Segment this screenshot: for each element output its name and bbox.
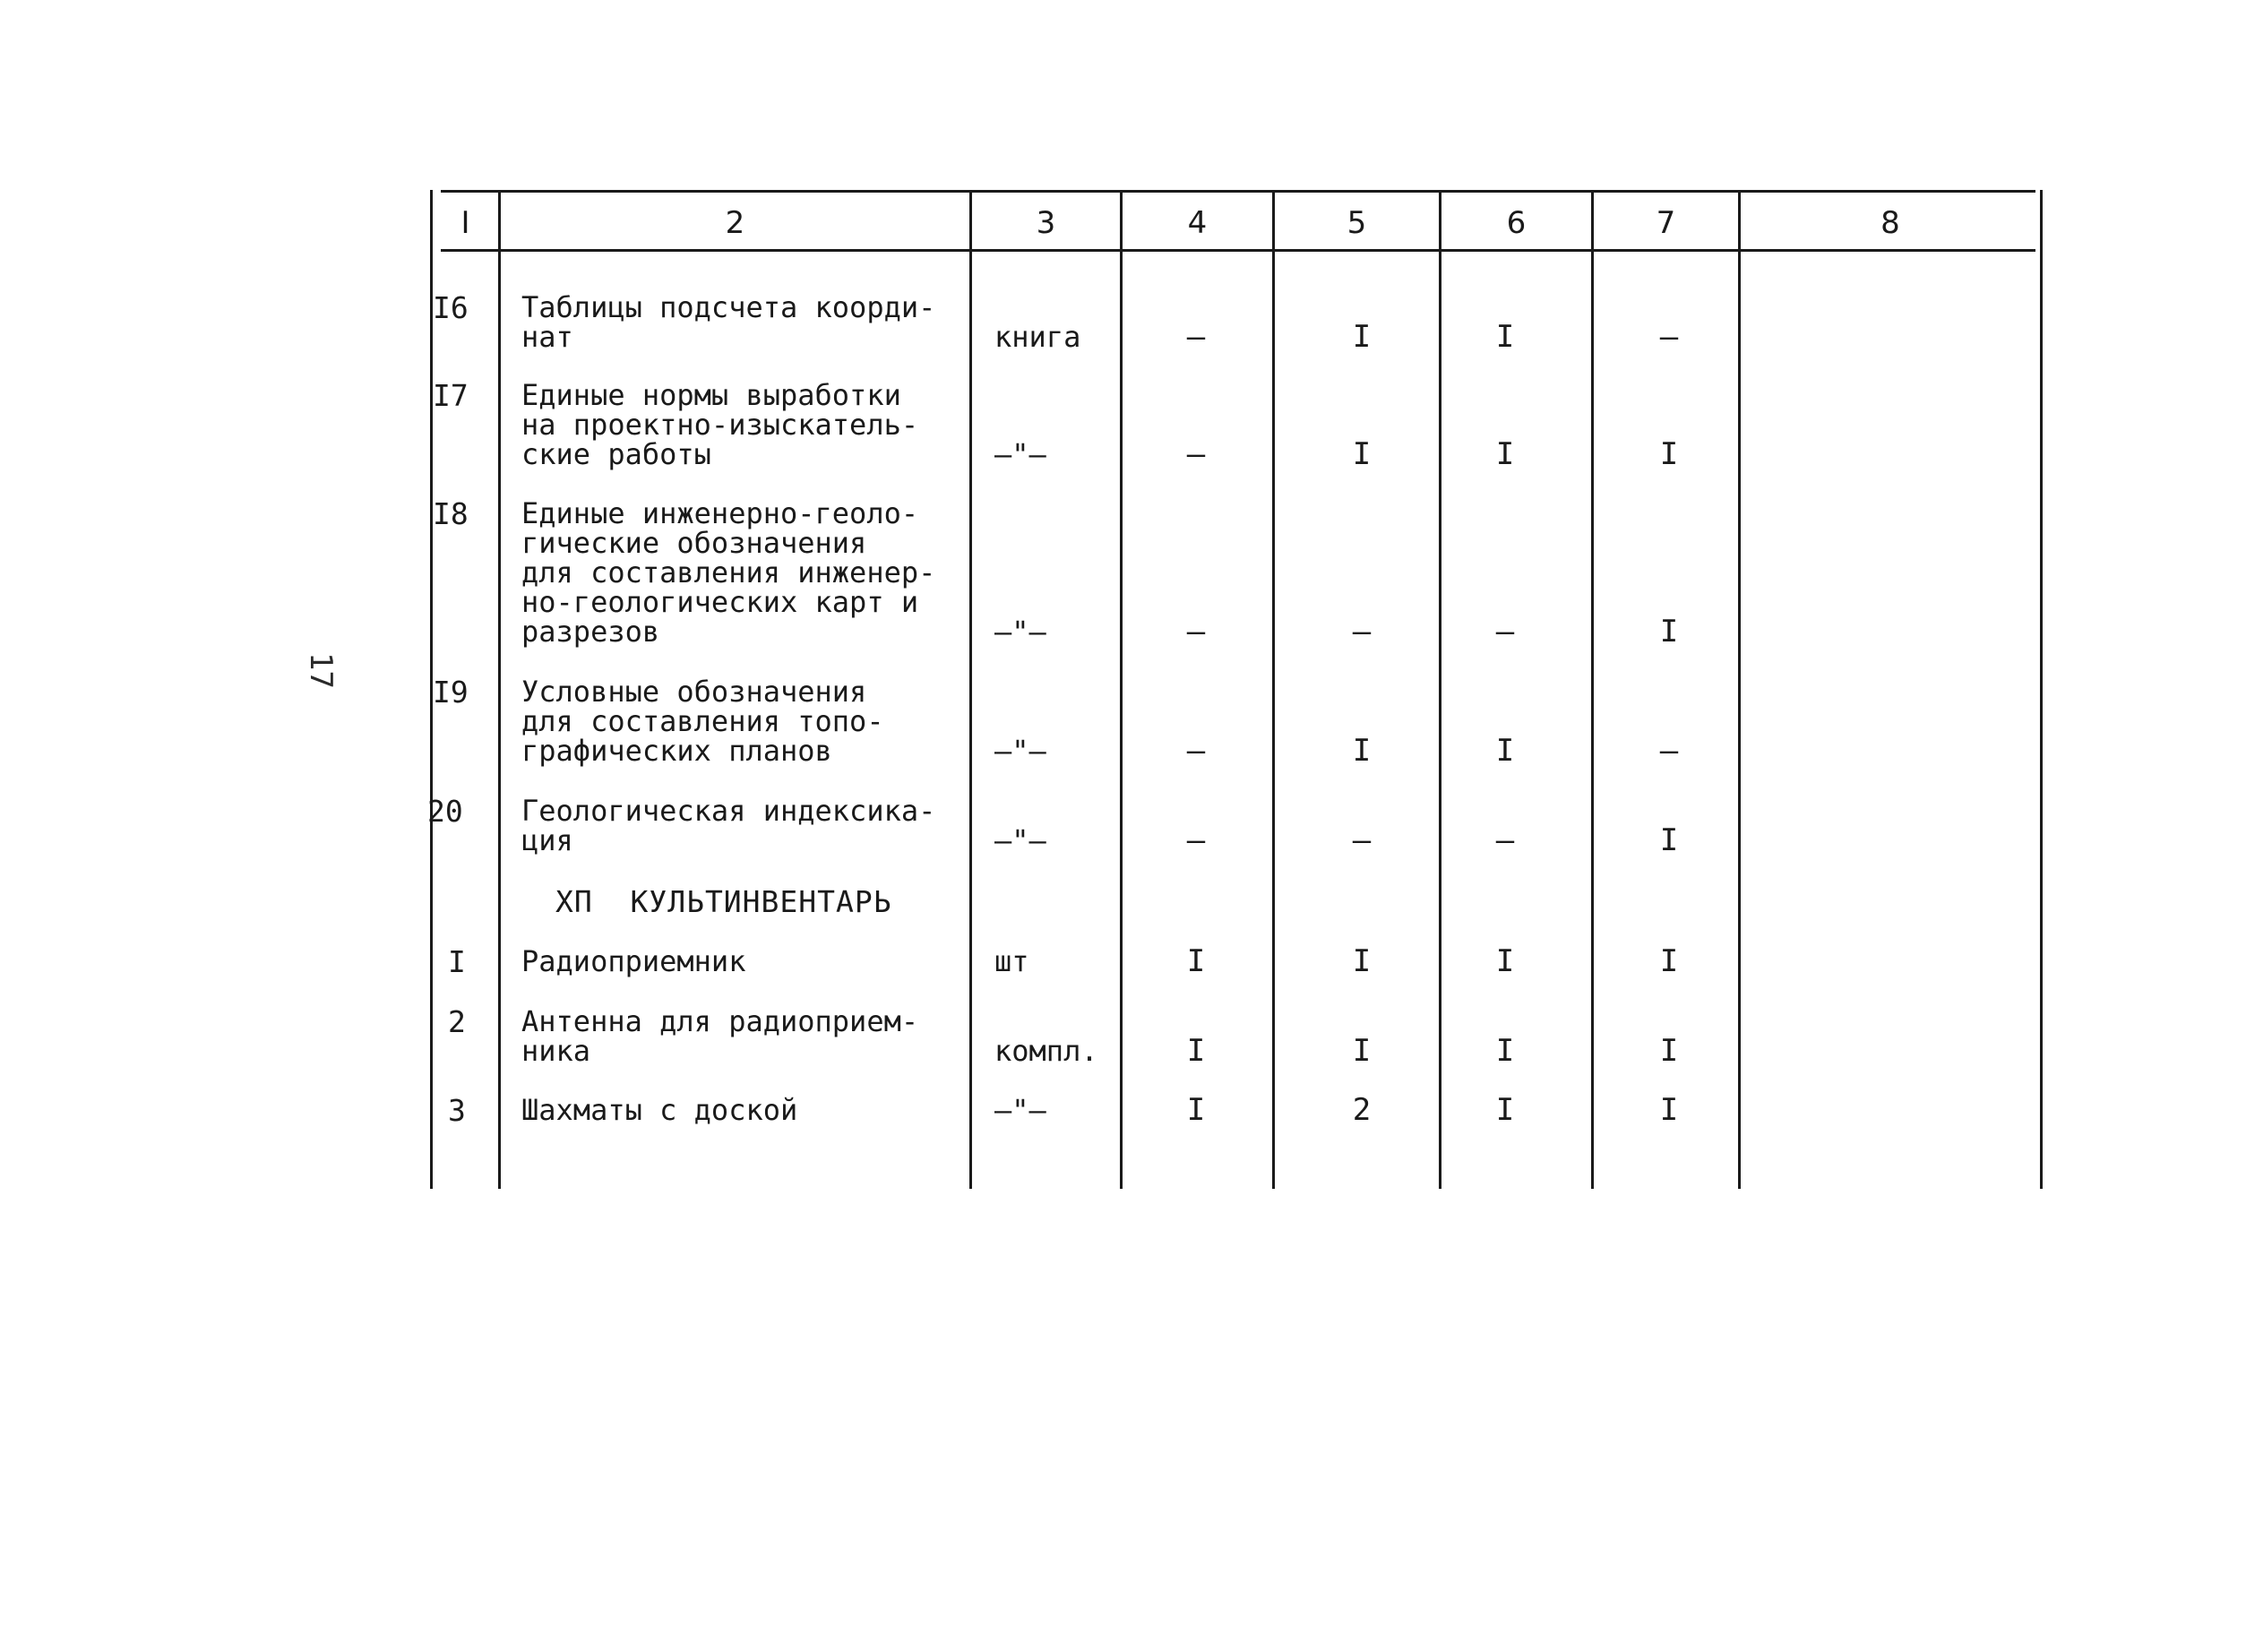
row-name: Антенна для радиоприем- ника xyxy=(521,1004,919,1068)
row-col-4: – xyxy=(1186,614,1206,650)
table-rule xyxy=(1738,190,1741,1189)
row-col-4: I xyxy=(1186,1033,1206,1069)
row-number: I8 xyxy=(433,496,469,531)
row-col-6: I xyxy=(1495,1033,1515,1069)
row-unit: шт xyxy=(994,944,1029,978)
header-col-7: 7 xyxy=(1656,205,1676,241)
header-col-4: 4 xyxy=(1187,205,1208,241)
row-col-6: – xyxy=(1495,614,1515,650)
row-col-5: – xyxy=(1352,822,1372,858)
row-col-7: I xyxy=(1659,822,1679,858)
row-name: Радиоприемник xyxy=(521,944,746,978)
row-name: Геологическая индексика- ция xyxy=(521,794,936,857)
header-col-8: 8 xyxy=(1880,205,1900,241)
row-col-4: I xyxy=(1186,1092,1206,1128)
table-rule xyxy=(1591,190,1594,1189)
row-col-7: I xyxy=(1659,1033,1679,1069)
row-col-4: – xyxy=(1186,436,1206,472)
row-col-7: I xyxy=(1659,614,1679,650)
row-unit: –"– xyxy=(994,615,1046,649)
table-rule xyxy=(2040,190,2043,1189)
row-col-6: – xyxy=(1495,822,1515,858)
row-number: 20 xyxy=(427,794,463,829)
row-number: I xyxy=(448,944,466,979)
row-col-6: I xyxy=(1495,1092,1515,1128)
row-name: Единые инженерно-геоло- гические обозначения для составления инженер- но-геологических карт и разрезов xyxy=(521,496,936,649)
row-col-6: I xyxy=(1495,319,1515,355)
row-name: Условные обозначения для составления топо- графических планов xyxy=(521,675,884,768)
row-col-4: – xyxy=(1186,733,1206,769)
row-col-6: I xyxy=(1495,436,1515,472)
inventory-table xyxy=(427,190,2043,1189)
row-col-7: I xyxy=(1659,943,1679,979)
row-col-5: I xyxy=(1352,1033,1372,1069)
header-col-1: I xyxy=(460,205,470,241)
table-rule xyxy=(441,190,2035,193)
row-number: 3 xyxy=(448,1093,466,1128)
row-number: I6 xyxy=(433,290,469,325)
table-rule xyxy=(441,249,2035,252)
row-name: Шахматы с доской xyxy=(521,1093,798,1127)
row-col-5: – xyxy=(1352,614,1372,650)
row-col-7: I xyxy=(1659,436,1679,472)
row-col-7: – xyxy=(1659,319,1679,355)
table-rule xyxy=(1439,190,1441,1189)
header-col-5: 5 xyxy=(1347,205,1367,241)
row-col-7: I xyxy=(1659,1092,1679,1128)
row-name: Единые нормы выработки на проектно-изыскатель- ские работы xyxy=(521,378,919,471)
header-col-6: 6 xyxy=(1506,205,1527,241)
row-col-5: I xyxy=(1352,319,1372,355)
row-col-5: 2 xyxy=(1352,1092,1372,1128)
page-number: 17 xyxy=(303,652,339,689)
table-rule xyxy=(1272,190,1275,1189)
row-number: I7 xyxy=(433,378,469,413)
table-rule xyxy=(498,190,501,1189)
header-col-3: 3 xyxy=(1036,205,1056,241)
row-unit: –"– xyxy=(994,734,1046,768)
row-col-4: – xyxy=(1186,822,1206,858)
row-unit: –"– xyxy=(994,1093,1046,1127)
row-col-7: – xyxy=(1659,733,1679,769)
row-unit: компл. xyxy=(994,1034,1098,1068)
row-number: I9 xyxy=(433,675,469,710)
row-number: 2 xyxy=(448,1004,466,1039)
row-col-5: I xyxy=(1352,436,1372,472)
section-title: ХП КУЛЬТИНВЕНТАРЬ xyxy=(555,884,892,919)
header-col-2: 2 xyxy=(725,205,745,241)
row-col-5: I xyxy=(1352,733,1372,769)
row-col-6: I xyxy=(1495,943,1515,979)
row-col-4: I xyxy=(1186,943,1206,979)
row-col-4: – xyxy=(1186,319,1206,355)
row-col-6: I xyxy=(1495,733,1515,769)
row-name: Таблицы подсчета коорди- нат xyxy=(521,290,936,354)
row-col-5: I xyxy=(1352,943,1372,979)
row-unit: –"– xyxy=(994,437,1046,471)
row-unit: –"– xyxy=(994,823,1046,857)
row-unit: книга xyxy=(994,320,1081,354)
